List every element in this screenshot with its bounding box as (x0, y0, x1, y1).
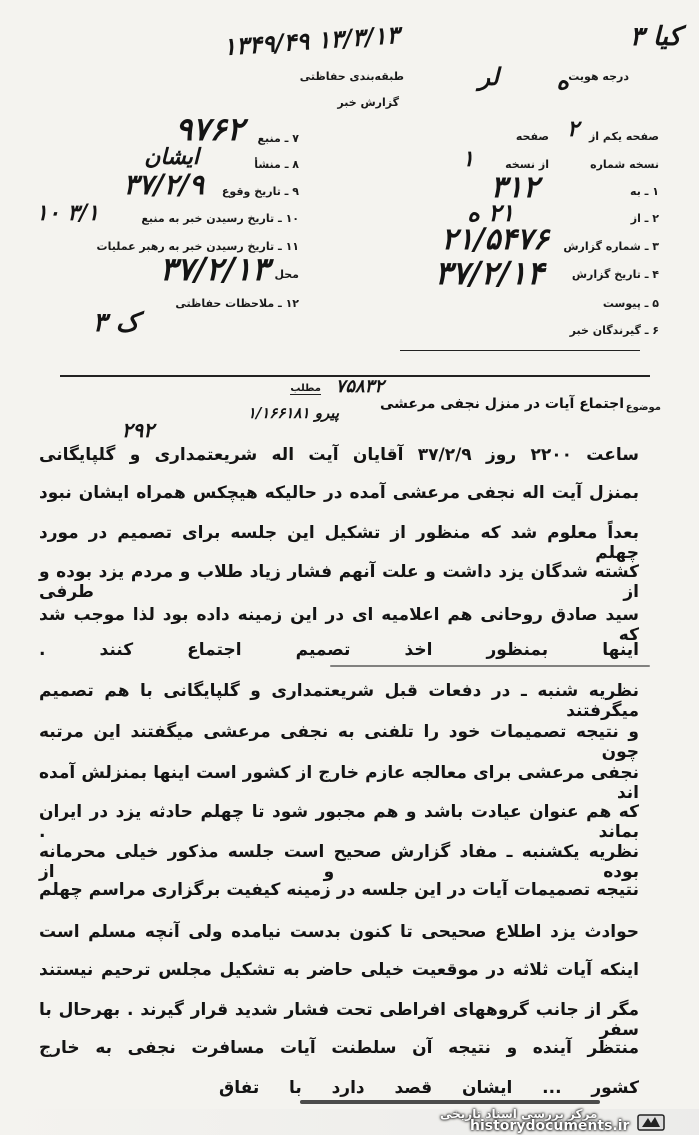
body-line-1: ساعت ۲۲۰۰ روز ۳۷/۲/۹ آقایان آیت اله شریعتمداری و گلپایگانی (39, 445, 639, 465)
subject-code: ۲۹۲ (121, 418, 154, 442)
body-line-12: نتیجه تصمیمات آیات در این جلسه در زمینه کیفیت برگزاری مراسم چهلم (39, 880, 639, 900)
watermark-org: مرکز بررسی اسناد تاریخی (440, 1107, 598, 1121)
field-attachment-label: ۵ ـ پیوست (602, 297, 659, 310)
subject-ref: پیرو ۱/۱۶۶۱۸۱ (247, 404, 339, 422)
label-news-report: گزارش خبر (337, 96, 399, 109)
field-copy-label: نسخه شماره (590, 158, 659, 171)
field-occurrence-date-label: ۹ ـ تاریخ وقوع (221, 185, 299, 198)
field-report-number-value: ۲۱/۵۴۷۶ (441, 222, 549, 257)
subject-text: اجتماع آیات در منزل نجفی مرعشی (380, 396, 624, 412)
field-source-received-label: ۱۰ ـ تاریخ رسیدن خبر به منبع (141, 212, 299, 225)
field-occurrence-date-value: ۳۷/۲/۹ (123, 168, 204, 201)
field-origin-value: ایشان (144, 144, 199, 170)
field-source-label: ۷ ـ منبع (257, 132, 299, 145)
field-report-date-value: ۳۷/۲/۱۴ (434, 254, 544, 292)
body-line-14: اینکه آیات ثلاثه در موقعیت خیلی حاضر به تشکیل مجلس ترحیم نیستند (39, 960, 639, 980)
recipients-line (400, 350, 640, 351)
body-line-11: نظریه یکشنبه ـ مفاد گزارش صحیح است جلسه مذکور خیلی محرمانه بوده و از (39, 842, 639, 882)
field-from-label: ۲ ـ از (630, 212, 659, 225)
security-class-value: لر (478, 62, 499, 91)
top-scribble: ۱۳/۳/۱۳ ۱۳۴۹/۴۹ (221, 19, 400, 62)
field-origin-label: ۸ ـ منشأ (254, 158, 299, 171)
subject-number: ۷۵۸۳۲ (335, 376, 384, 397)
field-page-label: صفحه یکم از (588, 130, 659, 143)
underline-stroke (330, 665, 650, 667)
body-line-13: حوادث یزد اطلاع صحیحی تا کنون بدست نیامده ولی آنچه مسلم است (39, 922, 639, 942)
identity-degree-value: ه (556, 66, 569, 95)
field-security-notes-label: ۱۲ ـ ملاحظات حفاظتی (175, 297, 299, 310)
field-report-number-label: ۳ ـ شماره گزارش (563, 240, 659, 253)
body-line-3: بعداً معلوم شد که منظور از تشکیل این جلسه برای تصمیم در مورد چهلم (39, 523, 639, 563)
field-security-notes-value: ک ۳ (92, 308, 139, 338)
body-line-2: بمنزل آیت اله نجفی مرعشی آمده در حالیکه هیچکس همراه ایشان نبود (39, 483, 639, 503)
corner-number: کیا ۳ (629, 22, 681, 52)
subject-label: موضوع (625, 402, 661, 413)
field-to-value: ۳۱۲ (490, 170, 539, 205)
body-line-15: مگر از جانب گروههای افراطی تحت فشار شدید قرار گیرند . بهرحال با سفر (39, 1000, 639, 1040)
subject-stamp: مطلب (290, 383, 321, 394)
archive-logo-icon (636, 1112, 666, 1132)
body-line-9: نجفی مرعشی برای معالجه عازم خارج از کشور است اینها بمنزلش آمده اند (39, 763, 639, 803)
field-recipients-label: ۶ ـ گیرندگان خبر (569, 324, 659, 337)
field-page-value: ۲ (567, 116, 579, 142)
field-from-value: ۲۱ ه (467, 198, 514, 227)
field-location-value: ۳۷/۲/۱۳ (159, 250, 269, 288)
field-source-value: ۹۷۶۲ (175, 110, 244, 148)
body-line-10: که هم عنوان عیادت باشد و هم مجبور شود تا چهلم حادثه یزد در ایران بماند . (39, 802, 639, 842)
label-identity-degree: درجه هویت (568, 70, 629, 83)
body-line-8: و نتیجه تصمیمات خود را تلفنی به نجفی مرعشی میگفتند این مرتبه چون (39, 722, 639, 762)
body-line-17: کشور ... ایشان قصد دارد با تفاق (219, 1078, 639, 1098)
watermark-site: historydocuments.ir (470, 1118, 630, 1134)
field-ops-received-label: ۱۱ ـ تاریخ رسیدن خبر به رهبر عملیات (96, 240, 299, 253)
body-line-6: اینها بمنظور اخذ تصمیم اجتماع کنند . (39, 640, 639, 660)
field-copy-value: ۱ (462, 146, 474, 172)
field-copy-suffix: از نسخه (505, 158, 549, 171)
field-report-date-label: ۴ ـ تاریخ گزارش (571, 268, 659, 281)
field-location-label: محل (274, 268, 299, 281)
field-to-label: ۱ ـ به (630, 185, 659, 198)
body-line-7: نظریه شنبه ـ در دفعات قبل شریعتمداری و گلپایگانی با هم تصمیم میگرفتند (39, 681, 639, 721)
watermark-bar (0, 1109, 699, 1135)
bottom-ink-stroke (300, 1100, 600, 1104)
body-line-16: منتظر آینده و نتیجه آن سلطنت آیات مسافرت نجفی به خارج (39, 1038, 639, 1058)
body-line-4: کشته شدگان یزد داشت و علت آنهم فشار زیاد طلاب و مردم یزد بوده و از طرفی (39, 562, 639, 602)
field-page-suffix: صفحه (515, 130, 549, 143)
body-line-5: سید صادق روحانی هم اعلامیه ای در این زمینه داده بود لذا موجب شد که (39, 605, 639, 645)
label-security-class: طبقه‌بندی حفاظتی (299, 70, 404, 83)
field-source-received-value: ۳/۱ ۱۰ (36, 200, 99, 226)
